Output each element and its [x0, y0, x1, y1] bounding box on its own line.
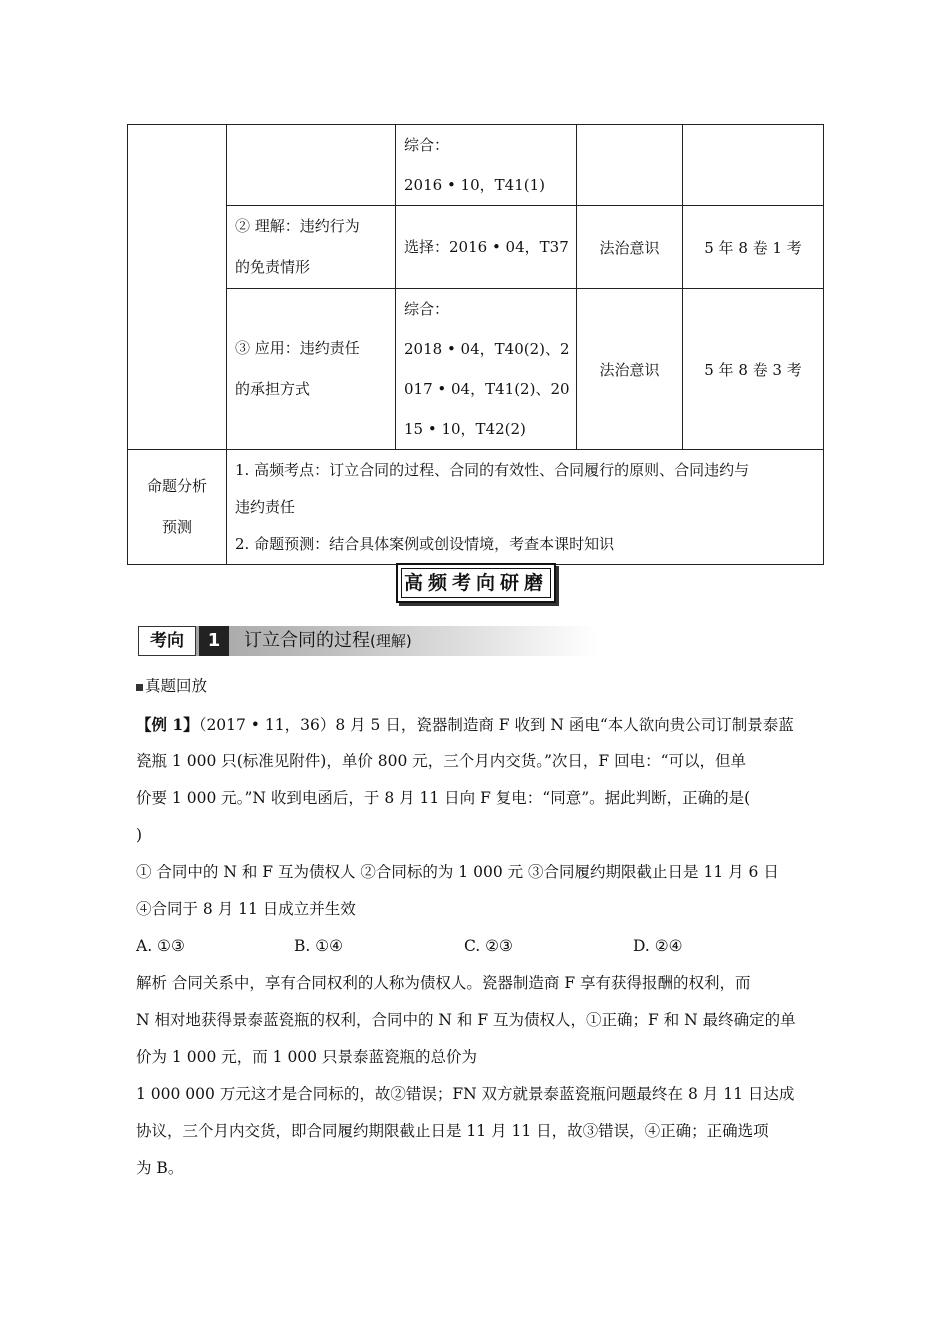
- exam-line: 017 • 04，T41(2)、20: [404, 380, 570, 398]
- exam-line: 综合：: [404, 300, 450, 318]
- choice-b: B. ①④: [294, 937, 344, 955]
- point-line: ③ 应用：违约责任: [235, 339, 360, 357]
- analysis-line: N 相对地获得景泰蓝瓷瓶的权利，合同中的 N 和 F 互为债权人，①正确；F 和 N 最终确定的单: [136, 1011, 796, 1029]
- table-cell-analysis: [227, 450, 824, 565]
- example-line: 瓷瓶 1 000 只(标准见附件)，单价 800 元，三个月内交货。”次日，F 回电：“可以，但单: [136, 752, 747, 770]
- table-cell-frequency: 5 年 8 卷 1 考: [683, 206, 824, 289]
- table-cell-exam: 选择：2016 • 04，T37: [396, 206, 577, 289]
- option-line: ① 合同中的 N 和 F 互为债权人 ②合同标的为 1 000 元 ③合同履约期限截止日是 11 月 6 日: [136, 863, 779, 881]
- section-banner: [396, 563, 556, 603]
- example-line: 价要 1 000 元。”N 收到电函后，于 8 月 11 日向 F 复电：“同意”。据此判断，正确的是(: [136, 789, 751, 807]
- point-line: 的承担方式: [235, 380, 311, 398]
- analysis-label-line: 预测: [161, 518, 192, 536]
- example-label: 【例 1】: [136, 715, 199, 734]
- table-cell-empty: [128, 125, 227, 450]
- kaoxiang-subtitle: (理解): [370, 632, 412, 650]
- banner-frame: [401, 568, 551, 598]
- table-cell-point: [227, 206, 396, 289]
- syllabus-table: [127, 124, 824, 565]
- option-line: ④合同于 8 月 11 日成立并生效: [136, 900, 356, 918]
- kaoxiang-title: [244, 626, 412, 656]
- table-cell-empty: [227, 125, 396, 206]
- kaoxiang-number: 1: [199, 626, 229, 656]
- point-line: 的免责情形: [235, 258, 311, 276]
- analysis-line: 2. 命题预测：结合具体案例或创设情境，考查本课时知识: [235, 534, 615, 553]
- exam-line: 2016 • 10，T41(1): [404, 176, 545, 194]
- analysis-line: 1. 高频考点：订立合同的过程、合同的有效性、合同履行的原则、合同违约与: [235, 460, 750, 479]
- example-text: （2017 • 11，36）8 月 5 日，瓷器制造商 F 收到 N 函电“本人欲向贵公司订制景泰蓝: [198, 716, 794, 734]
- analysis-line: 解析 合同关系中，享有合同权利的人称为债权人。瓷器制造商 F 享有获得报酬的权利，而: [136, 974, 751, 992]
- square-bullet-icon: [136, 684, 143, 691]
- table-cell-analysis-label: [128, 450, 227, 565]
- analysis-label-line: 命题分析: [146, 477, 207, 495]
- choice-c: C. ②③: [464, 937, 513, 955]
- example-line: [136, 706, 816, 744]
- exam-line: 综合：: [404, 136, 450, 154]
- table-cell-literacy: 法治意识: [577, 289, 683, 450]
- table-cell-frequency: 5 年 8 卷 3 考: [683, 289, 824, 450]
- table-cell-point: [227, 289, 396, 450]
- analysis-line: 为 B。: [136, 1159, 184, 1177]
- exam-line: 2018 • 04，T40(2)、2: [404, 340, 570, 358]
- example-line: ): [136, 826, 143, 844]
- choice-a: A. ①③: [136, 937, 185, 955]
- table-cell-literacy: 法治意识: [577, 206, 683, 289]
- table-cell-empty: [683, 125, 824, 206]
- analysis-line: 违约责任: [235, 497, 296, 516]
- exam-line: 15 • 10，T42(2): [404, 420, 526, 438]
- section-heading-text: 真题回放: [145, 677, 208, 695]
- kaoxiang-tag: 考向: [138, 626, 196, 656]
- choice-d: D. ②④: [633, 937, 683, 955]
- table-cell-empty: [577, 125, 683, 206]
- kaoxiang-title-text: 订立合同的过程: [244, 630, 370, 651]
- analysis-line: 协议，三个月内交货，即合同履约期限截止日是 11 月 11 日，故③错误，④正确；正确选项: [136, 1122, 769, 1140]
- point-line: ② 理解：违约行为: [235, 217, 360, 235]
- banner-title: 高频考向研磨: [403, 572, 548, 594]
- table-cell-exam: [396, 125, 577, 206]
- analysis-line: 1 000 000 万元这才是合同标的，故②错误；FN 双方就景泰蓝瓷瓶问题最终在 8 月 11 日达成: [136, 1085, 795, 1103]
- analysis-line: 价为 1 000 元，而 1 000 只景泰蓝瓷瓶的总价为: [136, 1048, 477, 1066]
- table-cell-exam: [396, 289, 577, 450]
- section-heading: [136, 668, 816, 705]
